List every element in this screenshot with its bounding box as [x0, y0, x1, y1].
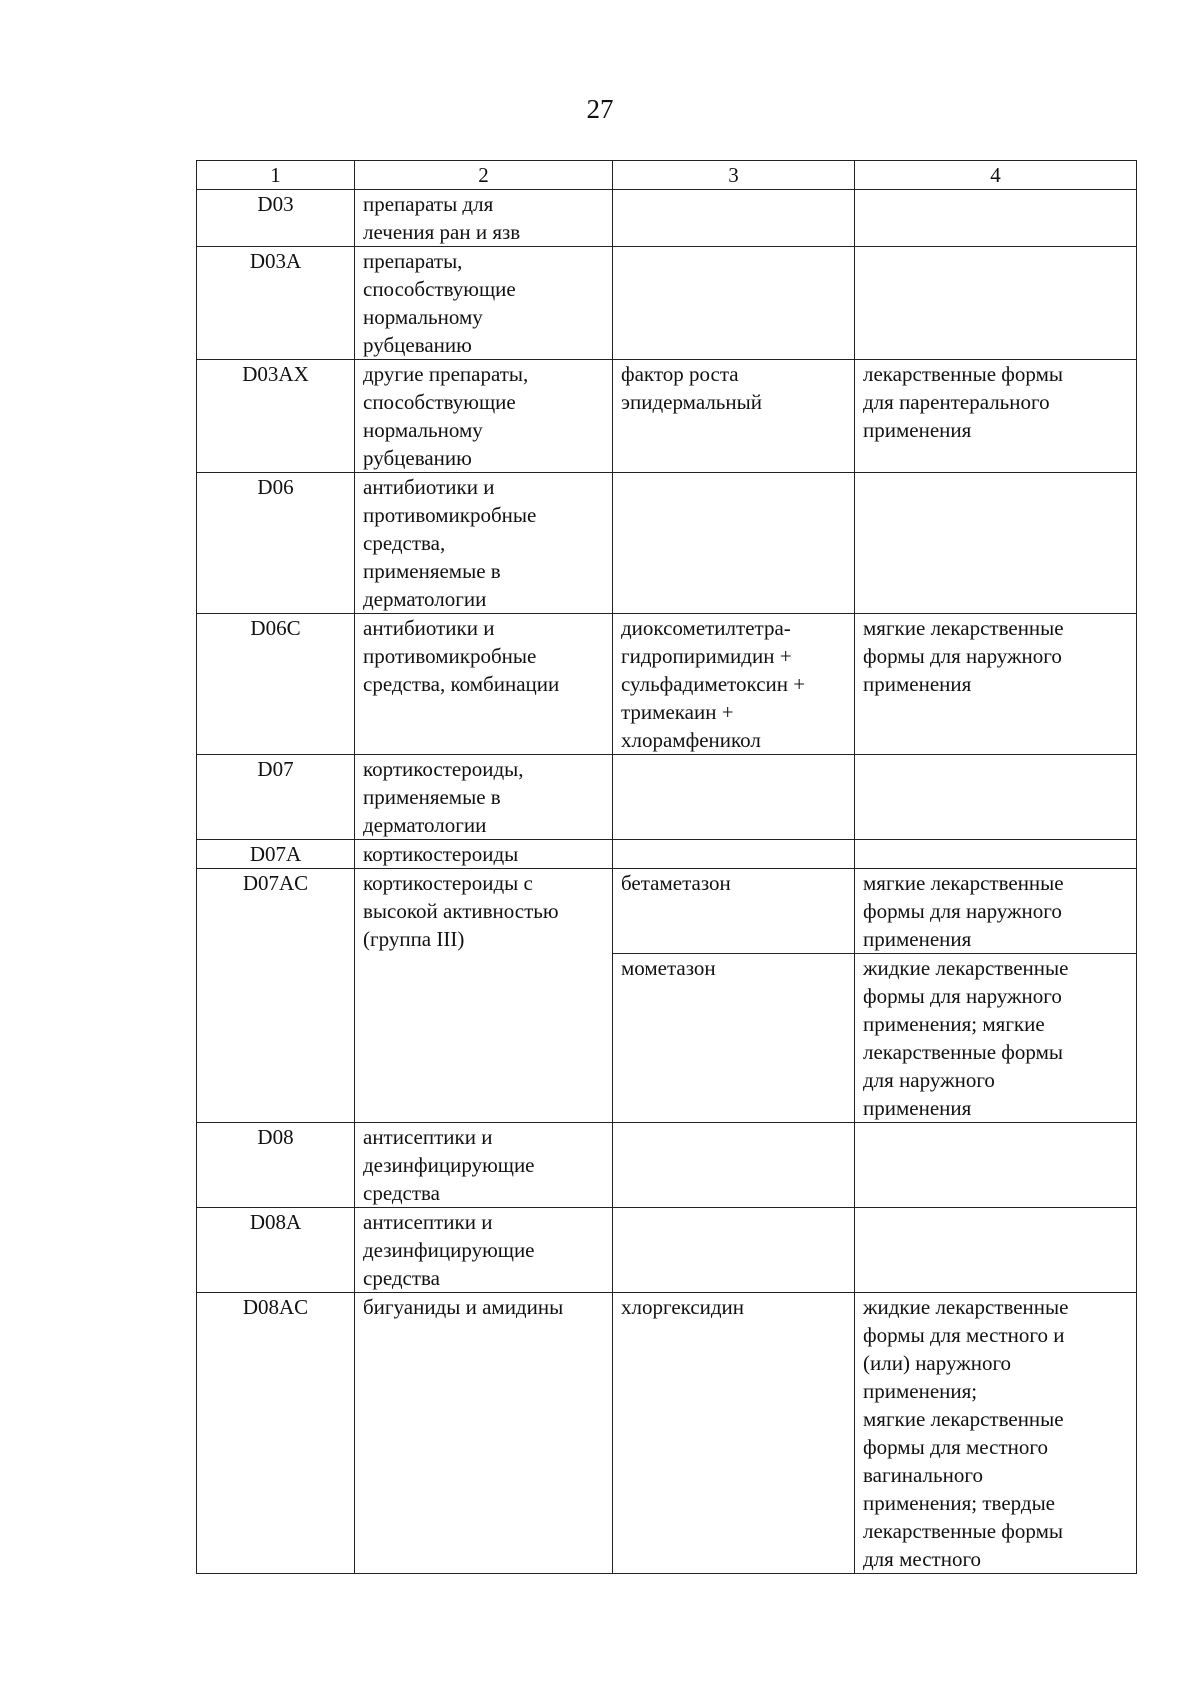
- drug-cell: фактор роста эпидермальный: [613, 360, 855, 473]
- column-header-2: 2: [355, 161, 613, 190]
- group-cell: препараты для лечения ран и язв: [355, 190, 613, 247]
- code-cell: D07AC: [197, 869, 355, 1123]
- code-cell: D06: [197, 473, 355, 614]
- table-header-row: [197, 161, 1137, 190]
- drug-cell: [613, 473, 855, 614]
- form-cell: [855, 1208, 1137, 1293]
- drug-cell: хлоргексидин: [613, 1293, 855, 1574]
- drug-cell: [613, 247, 855, 360]
- code-cell: D03AX: [197, 360, 355, 473]
- page-number: 27: [586, 94, 614, 124]
- table-row: [197, 869, 1137, 954]
- drug-cell: [613, 755, 855, 840]
- form-cell: [855, 840, 1137, 869]
- form-cell: [855, 473, 1137, 614]
- group-cell: бигуаниды и амидины: [355, 1293, 613, 1574]
- group-cell: антисептики и дезинфицирующие средства: [355, 1123, 613, 1208]
- drug-cell: бетаметазон: [613, 869, 855, 954]
- drug-cell: диоксометилтетра- гидропиримидин + сульфадиметоксин + тримекаин + хлорамфеникол: [613, 614, 855, 755]
- form-cell: [855, 755, 1137, 840]
- code-cell: D03A: [197, 247, 355, 360]
- group-cell: препараты, способствующие нормальному рубцеванию: [355, 247, 613, 360]
- drug-cell: мометазон: [613, 954, 855, 1123]
- code-cell: D03: [197, 190, 355, 247]
- form-cell: [855, 190, 1137, 247]
- drug-cell: [613, 190, 855, 247]
- form-cell: жидкие лекарственные формы для наружного применения; мягкие лекарственные формы для наружного применения: [855, 954, 1137, 1123]
- code-cell: D08: [197, 1123, 355, 1208]
- form-cell: [855, 1123, 1137, 1208]
- code-cell: D07: [197, 755, 355, 840]
- group-cell: кортикостероиды, применяемые в дерматологии: [355, 755, 613, 840]
- group-cell: антибиотики и противомикробные средства, комбинации: [355, 614, 613, 755]
- drug-cell: [613, 1123, 855, 1208]
- group-cell: кортикостероиды с высокой активностью (группа III): [355, 869, 613, 1123]
- table-row: [197, 1208, 1137, 1293]
- table-row: [197, 473, 1137, 614]
- table-row: [197, 1123, 1137, 1208]
- form-cell: мягкие лекарственные формы для наружного применения: [855, 614, 1137, 755]
- form-cell: мягкие лекарственные формы для наружного применения: [855, 869, 1137, 954]
- form-cell: [855, 247, 1137, 360]
- code-cell: D08A: [197, 1208, 355, 1293]
- drug-cell: [613, 840, 855, 869]
- table-row: [197, 755, 1137, 840]
- group-cell: антибиотики и противомикробные средства, применяемые в дерматологии: [355, 473, 613, 614]
- table-row: [197, 614, 1137, 755]
- form-cell: жидкие лекарственные формы для местного и (или) наружного применения; мягкие лекарственные формы для местного вагинального применения; твердые лекарственные формы для местного: [855, 1293, 1137, 1574]
- table-row: [197, 1293, 1137, 1574]
- column-header-3: 3: [613, 161, 855, 190]
- table-row: [197, 190, 1137, 247]
- table-row: [197, 247, 1137, 360]
- group-cell: антисептики и дезинфицирующие средства: [355, 1208, 613, 1293]
- drug-classification-table: [196, 160, 1137, 1574]
- code-cell: D06C: [197, 614, 355, 755]
- column-header-4: 4: [855, 161, 1137, 190]
- group-cell: другие препараты, способствующие нормальному рубцеванию: [355, 360, 613, 473]
- table-row: [197, 840, 1137, 869]
- code-cell: D08AC: [197, 1293, 355, 1574]
- group-cell: кортикостероиды: [355, 840, 613, 869]
- table-row: [197, 360, 1137, 473]
- form-cell: лекарственные формы для парентерального применения: [855, 360, 1137, 473]
- drug-cell: [613, 1208, 855, 1293]
- code-cell: D07A: [197, 840, 355, 869]
- column-header-1: 1: [197, 161, 355, 190]
